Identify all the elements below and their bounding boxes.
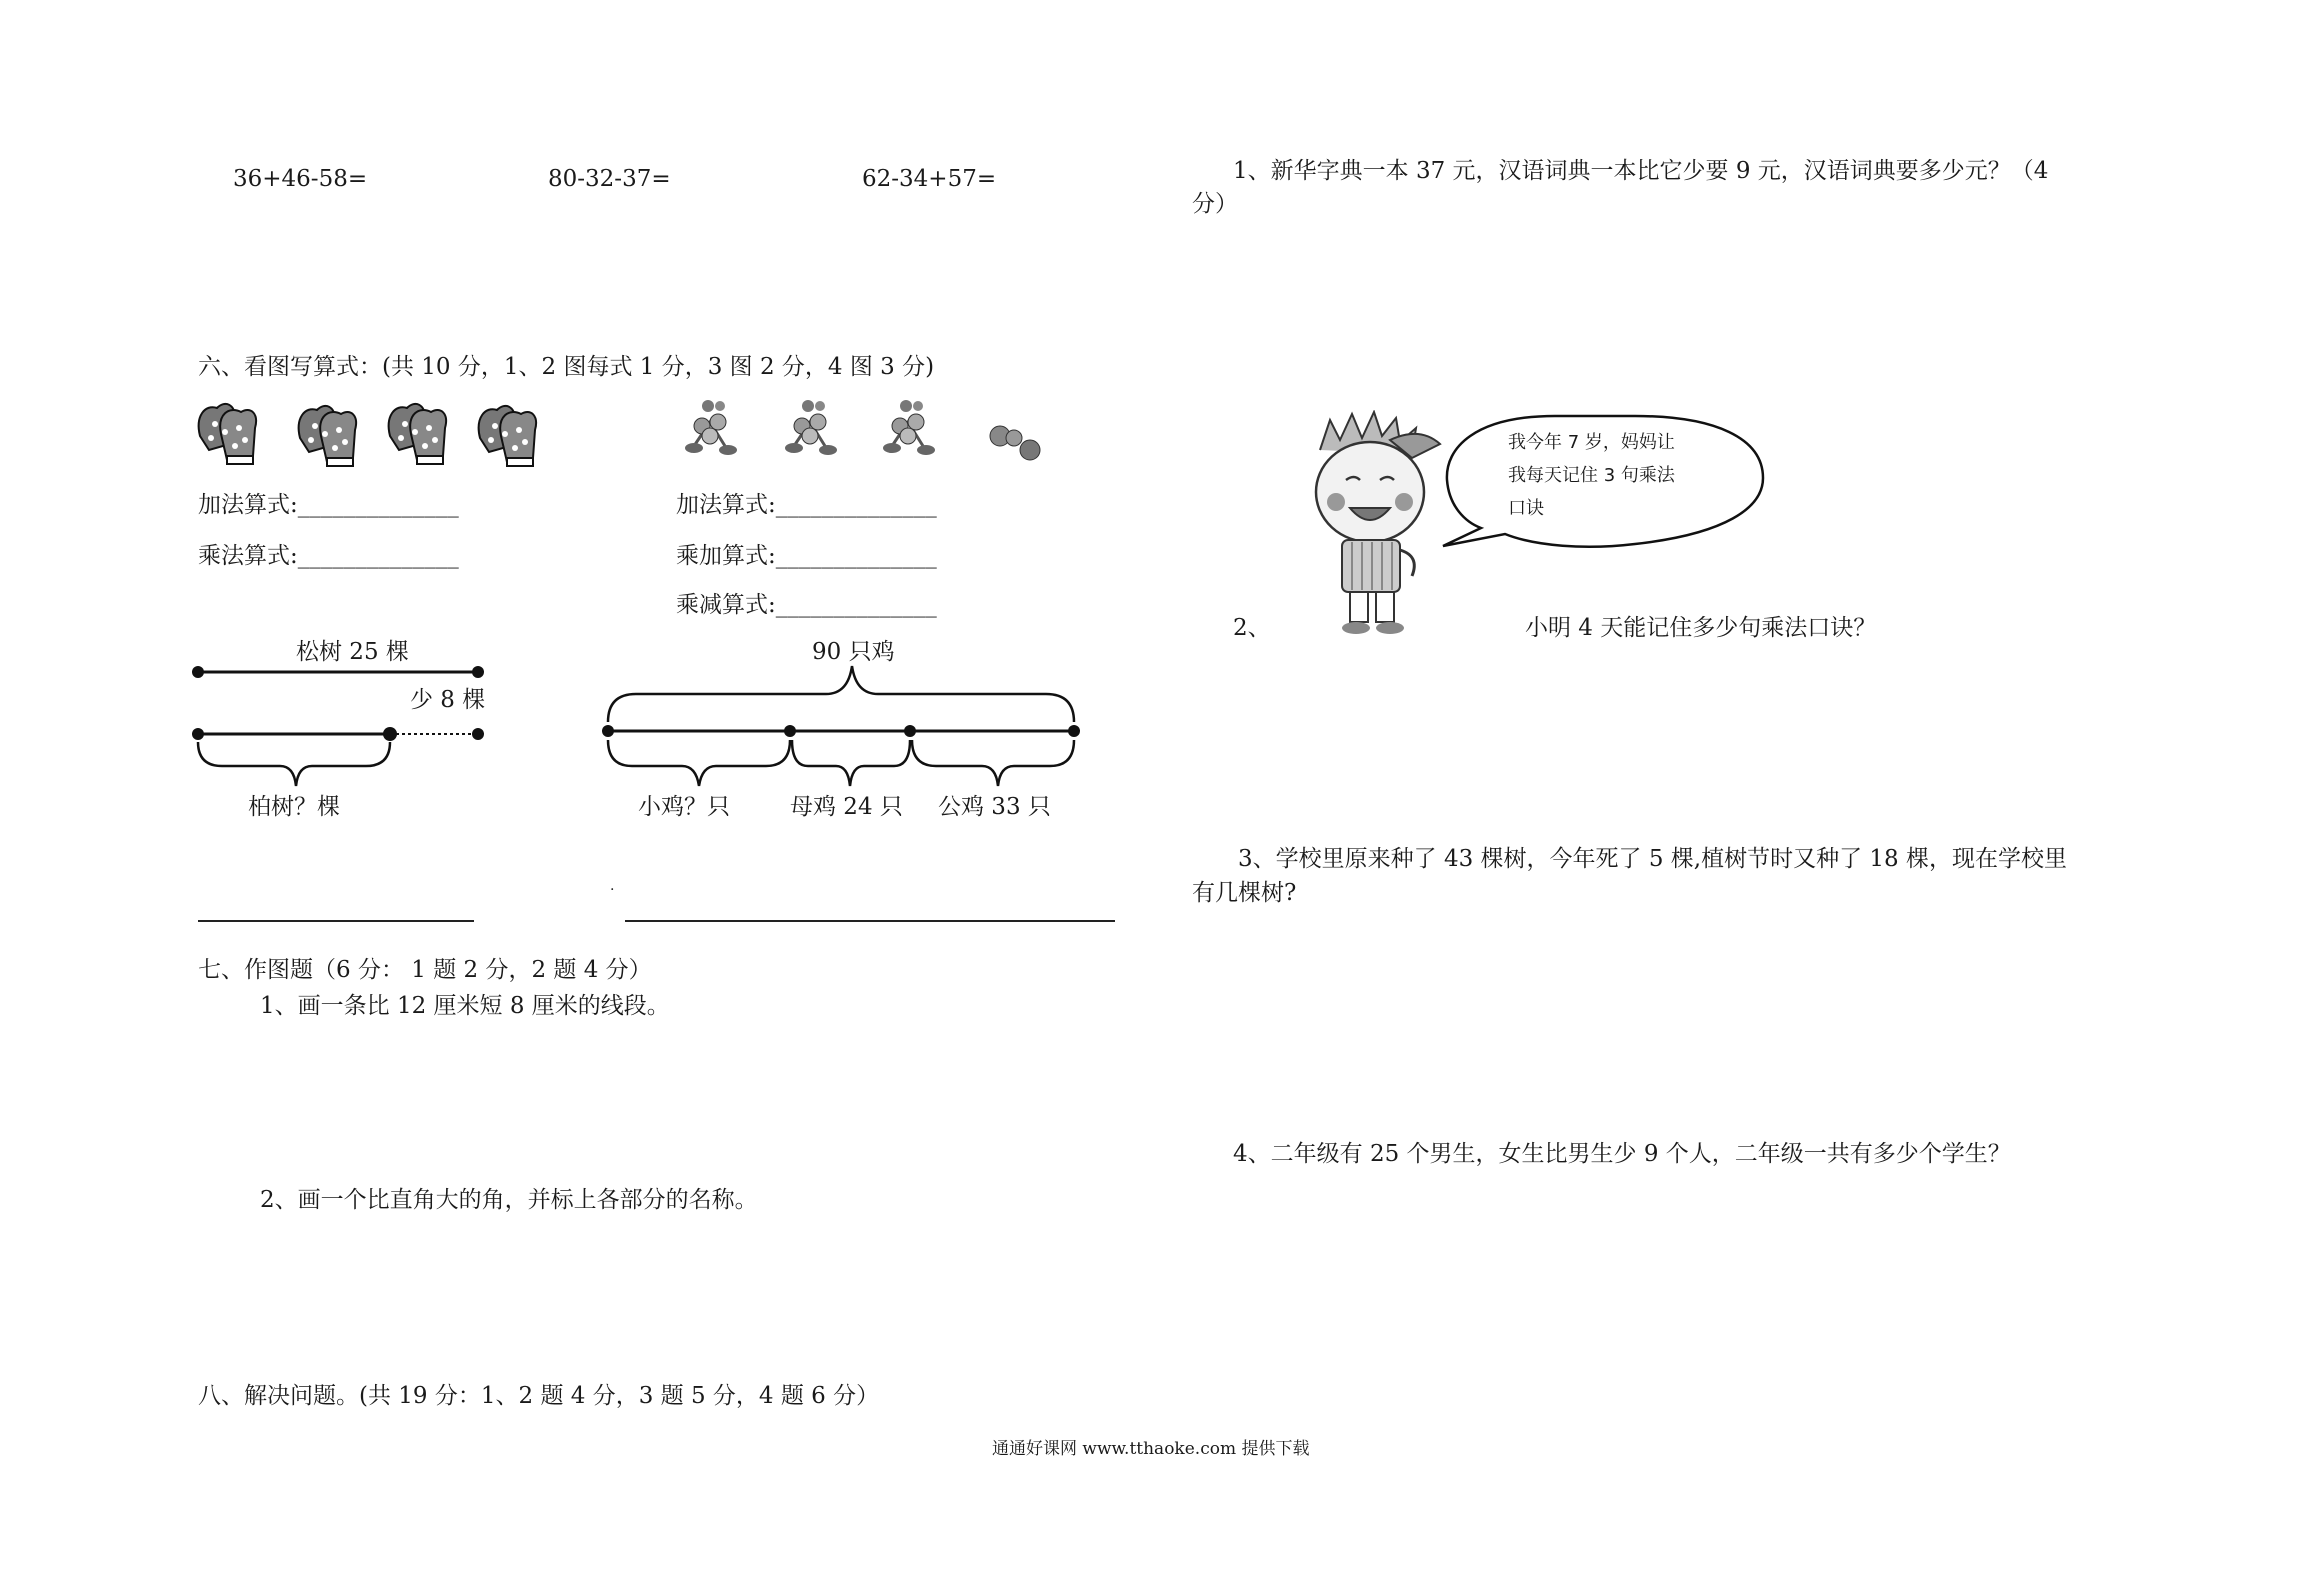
pic1-add-formula: 加法算式:______________ <box>198 492 459 518</box>
chick-b-label: 母鸡 24 只 <box>790 794 903 820</box>
right-q2-text: 小明 4 天能记住多少句乘法口诀？ <box>1525 615 1877 641</box>
right-q3-line2: 有几棵树? <box>1192 880 1297 906</box>
chick-total-label: 90 只鸡 <box>812 639 895 665</box>
stray-dot: . <box>610 878 615 894</box>
pic2-muladd-formula: 乘加算式:______________ <box>676 543 937 569</box>
right-q1-line2: 分） <box>1192 191 1238 217</box>
bubble-line-1: 我今年 7 岁，妈妈让 <box>1508 432 1675 453</box>
right-q3-line1: 3、学校里原来种了 43 棵树，今年死了 5 棵,植树节时又种了 18 棵，现在学校里 <box>1238 846 2067 872</box>
chicken-diagram <box>602 666 1080 786</box>
expression-2: 80-32-37= <box>548 166 671 192</box>
pic2-add-formula: 加法算式:______________ <box>676 492 937 518</box>
tree-bottom-label: 柏树？棵 <box>248 794 340 820</box>
answer-line-chicken <box>625 920 1115 922</box>
right-q2-number: 2、 <box>1233 615 1271 641</box>
expression-3: 62-34+57= <box>862 166 997 192</box>
pic1-mul-formula: 乘法算式:______________ <box>198 543 459 569</box>
section7-title: 七、作图题（6 分： 1 题 2 分，2 题 4 分） <box>198 957 652 983</box>
answer-line-tree <box>198 920 474 922</box>
section6-title: 六、看图写算式：(共 10 分，1、2 图每式 1 分，3 图 2 分，4 图 3 分) <box>198 354 935 380</box>
section7-q2: 2、画一个比直角大的角，并标上各部分的名称。 <box>260 1187 758 1213</box>
section8-title: 八、解决问题。(共 19 分：1、2 题 4 分，3 题 5 分，4 题 6 分） <box>198 1383 880 1409</box>
bubble-line-3: 口诀 <box>1508 498 1544 519</box>
tree-diagram <box>192 666 484 786</box>
pic2-mulsub-formula: 乘减算式:______________ <box>676 592 937 618</box>
tree-top-label: 松树 25 棵 <box>296 639 409 665</box>
tree-less-label: 少 8 棵 <box>410 687 486 713</box>
chick-a-label: 小鸡？只 <box>638 794 730 820</box>
chick-c-label: 公鸡 33 只 <box>938 794 1051 820</box>
bubble-line-2: 我每天记住 3 句乘法 <box>1508 465 1675 486</box>
expression-1: 36+46-58= <box>233 166 368 192</box>
section7-q1: 1、画一条比 12 厘米短 8 厘米的线段。 <box>260 993 670 1019</box>
footer-credit: 通通好课网 www.tthaoke.com 提供下载 <box>992 1439 1310 1459</box>
right-q1-line1: 1、新华字典一本 37 元，汉语词典一本比它少要 9 元，汉语词典要多少元？（4 <box>1233 158 2049 184</box>
right-q4: 4、二年级有 25 个男生，女生比男生少 9 个人，二年级一共有多少个学生？ <box>1233 1141 2011 1167</box>
